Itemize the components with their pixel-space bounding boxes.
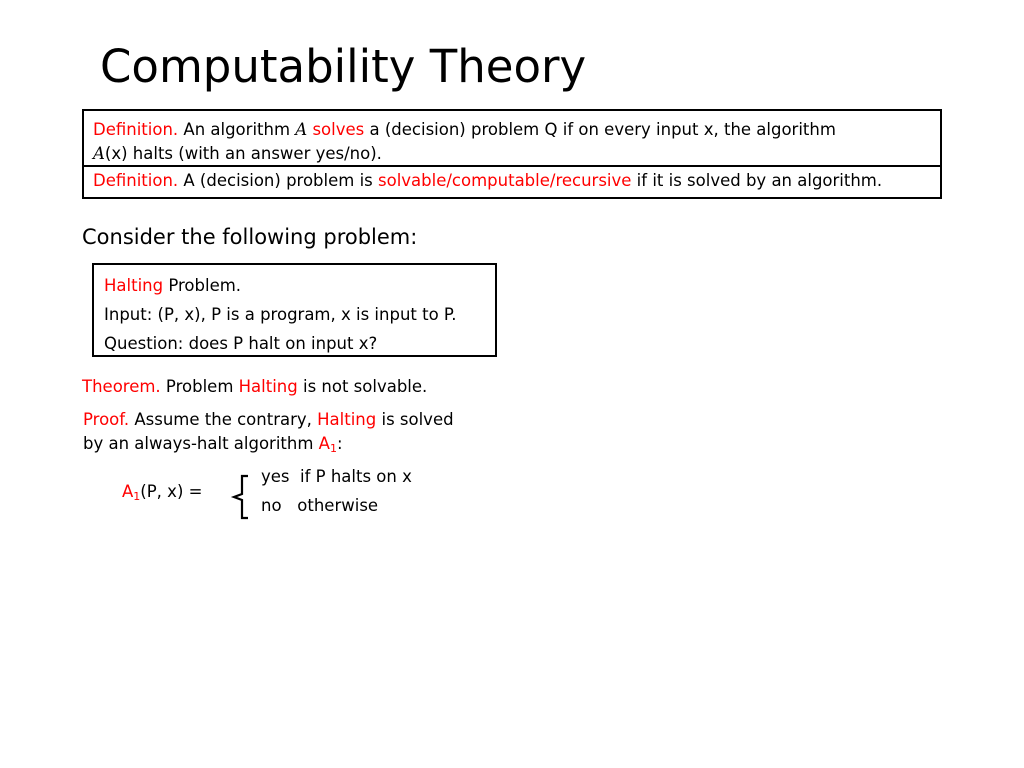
case-yes: yes if P halts on x [261,467,412,486]
algorithm-subscript: 1 [329,442,337,455]
slide-title: Computability Theory [100,40,587,93]
theorem-label: Theorem. [82,377,161,396]
proof-line-2 [83,432,454,456]
definition-keyword: solvable/computable/recursive [378,171,632,190]
proof-label: Proof. [83,410,130,429]
halting-keyword: Halting [238,377,298,396]
function-subscript: 1 [133,490,141,503]
halting-question-line: Question: does P halt on input x? [104,334,378,353]
definition-text: A (decision) problem is [178,171,379,190]
halting-input-line: Input: (P, x), P is a program, x is input to P. [104,305,457,324]
function-args: (P, x) = [140,482,203,501]
algorithm-name: A [318,434,330,453]
definition-label: Definition. [93,171,179,190]
proof-text: : [336,434,343,453]
definition-keyword: solves [312,120,365,139]
halting-problem-box [92,263,497,357]
halting-title-rest: Problem. [163,276,242,295]
function-name: A [122,482,134,501]
halting-keyword: Halting [317,410,377,429]
proof-text: is solved [376,410,454,429]
algorithm-symbol: A [93,144,105,163]
proof-text: Assume the contrary, [129,410,318,429]
theorem-statement [82,374,427,400]
definition-label: Definition. [93,120,179,139]
definitions-box [82,109,942,199]
theorem-text: Problem [160,377,239,396]
definition-solvable [84,167,940,197]
halting-problem-title [104,271,495,300]
definition-text: (x) halts (with an answer yes/no). [104,144,382,163]
function-definition [122,479,202,505]
function-cases [261,462,412,520]
left-brace-icon [228,474,252,520]
definition-text: An algorithm [178,120,296,139]
definition-solves [84,111,940,167]
consider-heading: Consider the following problem: [82,225,418,249]
proof-line-1 [83,408,454,432]
definition-text: a (decision) problem Q if on every input x, the algorithm [364,120,836,139]
halting-keyword: Halting [104,276,164,295]
definition-text: if it is solved by an algorithm. [631,171,883,190]
proof-text: by an always-halt algorithm [83,434,319,453]
algorithm-symbol: A [295,120,308,139]
proof-paragraph [83,408,454,456]
case-no: no otherwise [261,496,379,515]
theorem-text: is not solvable. [297,377,428,396]
